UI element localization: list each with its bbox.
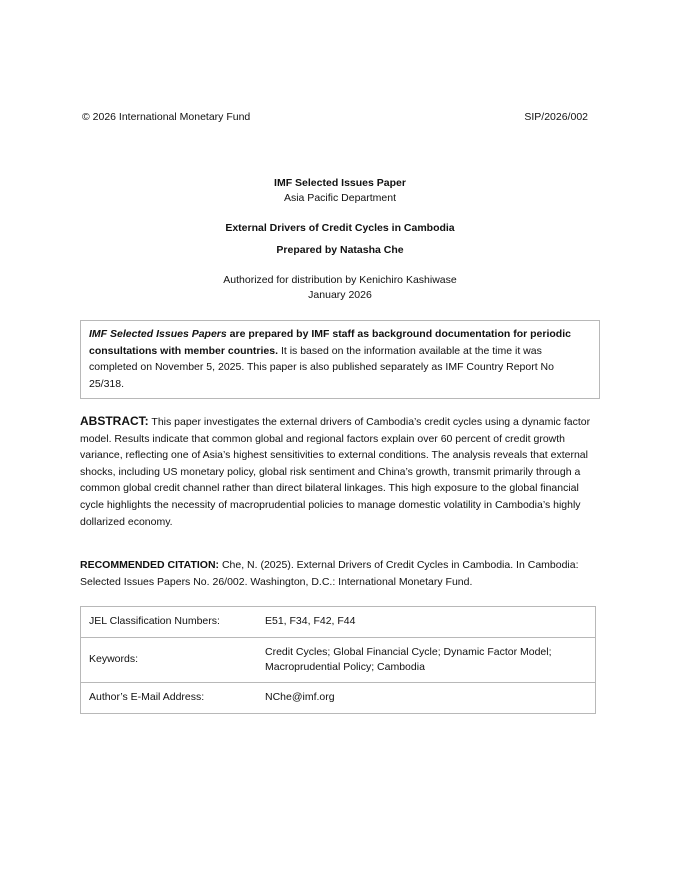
email-label: Author’s E-Mail Address: [81, 683, 265, 714]
prepared-by: Prepared by Natasha Che [276, 244, 404, 256]
copyright-text: © 2026 International Monetary Fund [82, 111, 251, 123]
paper-title: External Drivers of Credit Cycles in Cambodia [225, 222, 455, 234]
abstract-text: This paper investigates the external drivers of Cambodia’s credit cycles using a dynamic factor model. Results indicate that common global and regional factors explain over 60 percent of credit growth variance, reflecting one of Asia’s highest sensitivities to external conditions. The analysis reveals that external shocks, including US monetary policy, global risk sentiment and China’s growth, transmit primarily through a common global credit channel rather than direct bilateral linkages. This high exposure to the global financial cycle highlights the necessity of macroprudential policies to manage domestic volatility in Cambodia’s highly dollarized economy. [80, 416, 591, 528]
disclaimer-lead-italic: IMF Selected Issues Papers [89, 328, 227, 340]
recommended-citation [80, 557, 600, 590]
disclaimer-lead-bold: are prepared by IMF staff as background documentation for periodic consultations with member countries. [89, 328, 571, 357]
abstract [80, 413, 600, 530]
citation-label: RECOMMENDED CITATION: [80, 559, 220, 571]
series-title: IMF Selected Issues Paper [274, 177, 406, 189]
jel-value: E51, F34, F42, F44 [264, 607, 596, 638]
table-row [81, 638, 596, 683]
keywords-label: Keywords: [81, 638, 265, 683]
header-row [82, 111, 588, 123]
table-row [81, 683, 596, 714]
citation-text: Che, N. (2025). External Drivers of Credit Cycles in Cambodia. In Cambodia: Selected Issues Papers No. 26/002. Washington, D.C.: International Monetary Fund. [80, 559, 579, 588]
paper-id: SIP/2026/002 [524, 111, 588, 123]
jel-label: JEL Classification Numbers: [81, 607, 265, 638]
table-row [81, 607, 596, 638]
email-value[interactable]: NChe@imf.org [264, 683, 596, 714]
publication-date: January 2026 [308, 289, 372, 301]
disclaimer-body: It is based on the information available at the time it was completed on November 5, 2025. This paper is also published separately as IMF Country Report No 25/318. [89, 344, 554, 390]
metadata-table [80, 606, 596, 714]
disclaimer-box [80, 320, 600, 399]
authorized-by: Authorized for distribution by Kenichiro Kashiwase [223, 274, 457, 286]
department: Asia Pacific Department [283, 192, 397, 204]
abstract-label: ABSTRACT: [80, 414, 149, 428]
keywords-value: Credit Cycles; Global Financial Cycle; Dynamic Factor Model; Macroprudential Policy; Cambodia [264, 638, 596, 683]
